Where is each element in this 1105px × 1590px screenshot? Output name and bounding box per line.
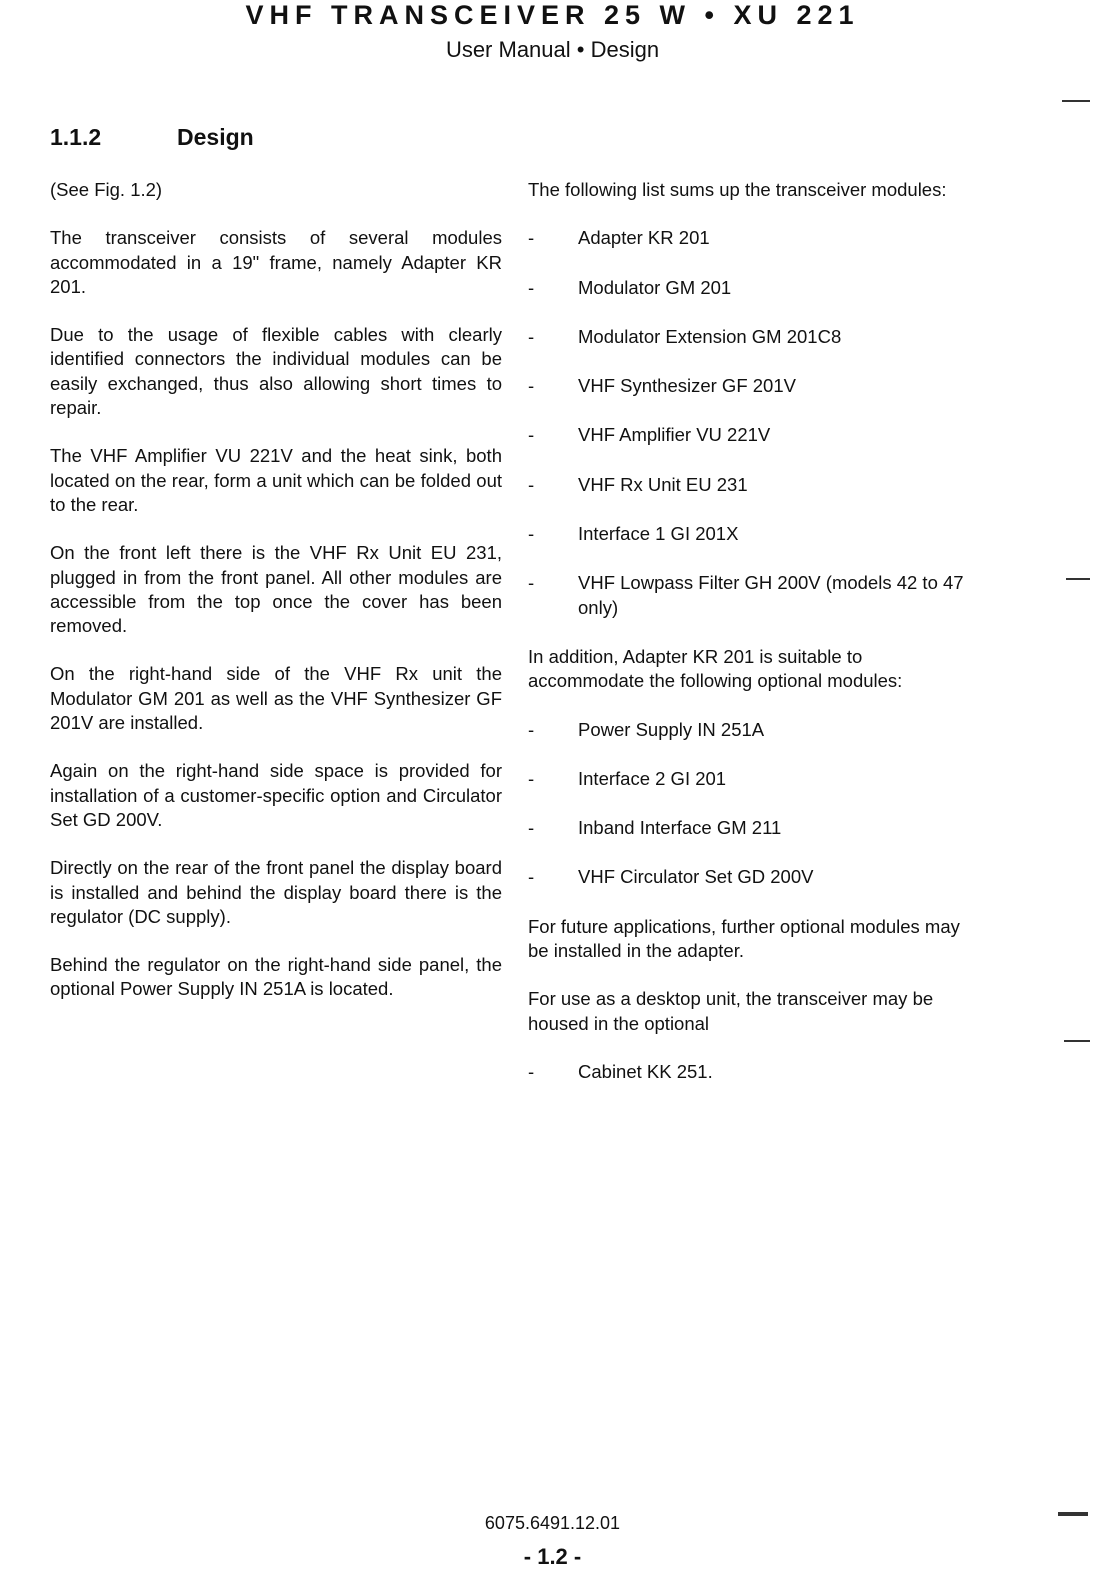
section-heading	[50, 124, 254, 151]
optional-module-list	[528, 718, 980, 890]
list-item: - Cabinet KK 251.	[528, 1060, 713, 1082]
left-column	[50, 178, 502, 1026]
list-item: - VHF Synthesizer GF 201V	[528, 375, 796, 397]
paragraph-customer-option: Again on the right-hand side space is provided for installation of a customer-specific option and Circulator Set GD 200V.	[50, 760, 502, 830]
list-item: - VHF Amplifier VU 221V	[528, 424, 771, 446]
document-title: VHF TRANSCEIVER 25 W • XU 221	[245, 0, 860, 30]
list-item: - VHF Lowpass Filter GH 200V (models 42 to 47 only)	[528, 572, 964, 618]
module-list-intro: The following list sums up the transceiver modules:	[528, 179, 947, 200]
optional-modules-intro: In addition, Adapter KR 201 is suitable to accommodate the following optional modules:	[528, 645, 903, 692]
list-item: - Modulator Extension GM 201C8	[528, 325, 842, 347]
document-code: 6075.6491.12.01	[484, 1513, 621, 1533]
desktop-unit-note: For use as a desktop unit, the transceiver may be housed in the optional	[528, 988, 934, 1034]
scan-mark	[1064, 1040, 1090, 1042]
cabinet-list	[528, 1060, 980, 1084]
module-list	[528, 226, 980, 620]
paragraph-display-board: Directly on the rear of the front panel the display board is installed and behind the display board there is the regulator (DC supply).	[50, 857, 502, 927]
scan-mark	[1058, 1512, 1088, 1516]
list-item: - Inband Interface GM 211	[528, 817, 782, 839]
paragraph-flexible-cables: Due to the usage of flexible cables with clearly identified connectors the individual modules can be easily exchanged, thus also allowing short times to repair.	[50, 324, 502, 419]
document-subtitle: User Manual • Design	[445, 37, 660, 62]
figure-reference: (See Fig. 1.2)	[50, 179, 163, 200]
list-item: - VHF Rx Unit EU 231	[528, 473, 748, 495]
future-applications-note: For future applications, further optional modules may be installed in the adapter.	[528, 915, 960, 962]
paragraph-modules-overview: The transceiver consists of several modules accommodated in a 19" frame, namely Adapter KR 201.	[50, 227, 502, 297]
list-item: - Interface 1 GI 201X	[528, 523, 739, 545]
list-item: - Power Supply IN 251A	[528, 718, 765, 740]
scan-mark	[1062, 100, 1090, 102]
paragraph-rx-unit: On the front left there is the VHF Rx Unit EU 231, plugged in from the front panel. All other modules are accessible from the top once the cover has been removed.	[50, 542, 502, 637]
list-item: - Adapter KR 201	[528, 227, 710, 249]
paragraph-power-supply: Behind the regulator on the right-hand side panel, the optional Power Supply IN 251A is located.	[50, 954, 502, 1000]
scan-mark	[1066, 578, 1090, 580]
right-column	[528, 178, 980, 1109]
section-title: Design	[177, 124, 254, 150]
paragraph-amplifier-heat-sink: The VHF Amplifier VU 221V and the heat sink, both located on the rear, form a unit which can be folded out to the rear.	[50, 445, 502, 515]
list-item: - Modulator GM 201	[528, 276, 732, 298]
page-number: - 1.2 -	[523, 1544, 582, 1569]
section-number: 1.1.2	[50, 124, 102, 150]
list-item: - VHF Circulator Set GD 200V	[528, 866, 814, 888]
list-item: - Interface 2 GI 201	[528, 767, 727, 789]
paragraph-modulator-synthesizer: On the right-hand side of the VHF Rx unit the Modulator GM 201 as well as the VHF Synthesizer GF 201V are installed.	[50, 663, 502, 734]
